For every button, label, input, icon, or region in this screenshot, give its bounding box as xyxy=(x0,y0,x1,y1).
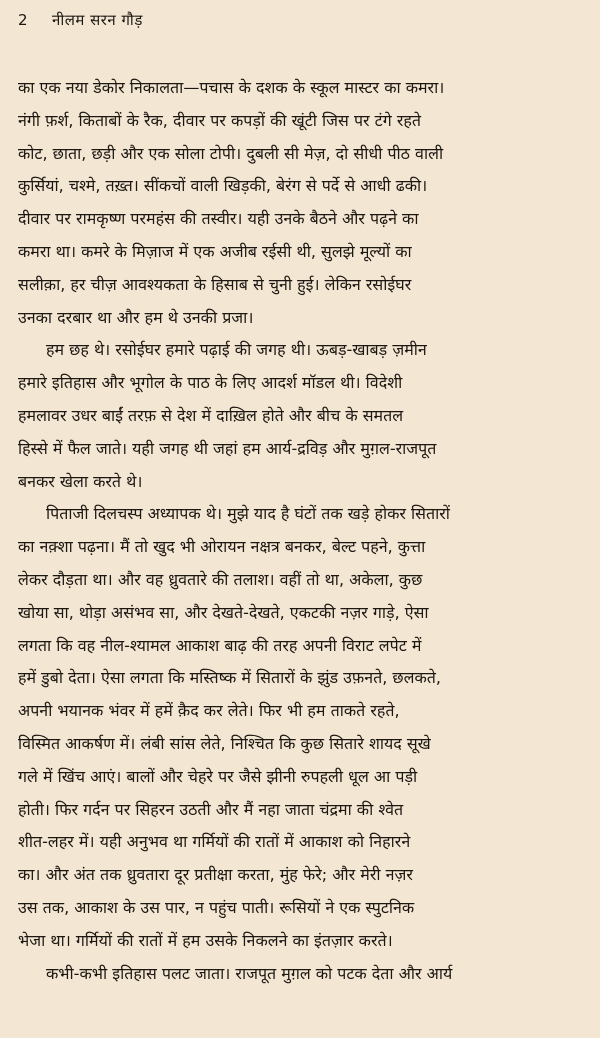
text-line: का। और अंत तक ध्रुवतारा दूर प्रतीक्षा करता, मुंह फेरे; और मेरी नज़र xyxy=(18,865,413,885)
text-line: लेकर दौड़ता था। और वह ध्रुवतारे की तलाश। वहीं तो था, अकेला, कुछ xyxy=(18,569,423,589)
text-line: का एक नया डेकोर निकालता—पचास के दशक के स्कूल मास्टर का कमरा। xyxy=(18,78,445,97)
text-line: अपनी भयानक भंवर में हमें क़ैद कर लेते। फिर भी हम ताकते रहते, xyxy=(18,701,400,721)
text-line: बनकर खेला करते थे। xyxy=(18,471,143,491)
text-line: विस्मित आकर्षण में। लंबी सांस लेते, निश्चित कि कुछ सितारे शायद सूखे xyxy=(18,733,431,753)
text-line: सलीक़ा, हर चीज़ आवश्यकता के हिसाब से चुनी हुई। लेकिन रसोईघर xyxy=(18,274,412,294)
text-line: शीत-लहर में। यही अनुभव था गर्मियों की रातों में आकाश को निहारने xyxy=(18,832,411,852)
text-line: नंगी फ़र्श, किताबों के रैक, दीवार पर कपड़ों की खूंटी जिस पर टंगे रहते xyxy=(18,110,421,130)
text-line: उनका दरबार था और हम थे उनकी प्रजा। xyxy=(18,307,254,327)
text-line: गले में खिंच आएं। बालों और चेहरे पर जैसे झीनी रुपहली धूल आ पड़ी xyxy=(18,766,418,786)
text-line: कोट, छाता, छड़ी और एक सोला टोपी। दुबली सी मेज़, दो सीधी पीठ वाली xyxy=(18,143,444,163)
text-line: कुर्सियां, चश्मे, तख़्त। सींकचों वाली खिड़की, बेरंग से पर्दे से आधी ढकी। xyxy=(18,176,428,196)
running-title: नीलम सरन गौड़ xyxy=(52,11,143,29)
text-line: पिताजी दिलचस्प अध्यापक थे। मुझे याद है घंटों तक खड़े होकर सितारों xyxy=(46,504,450,524)
text-line: भेजा था। गर्मियों की रातों में हम उसके निकलने का इंतज़ार करते। xyxy=(18,930,393,950)
text-line: हमलावर उधर बाईं तरफ़ से देश में दाख़िल होते और बीच के समतल xyxy=(18,405,404,425)
text-line: लगता कि वह नील-श्यामल आकाश बाढ़ की तरह अपनी विराट लपेट में xyxy=(18,635,422,655)
page-header xyxy=(18,10,588,54)
text-line: कभी-कभी इतिहास पलट जाता। राजपूत मुग़ल को पटक देता और आर्य xyxy=(46,963,453,983)
text-line: खोया सा, थोड़ा असंभव सा, और देखते-देखते, एकटकी नज़र गाड़े, ऐसा xyxy=(18,602,429,622)
text-line: हिस्से में फैल जाते। यही जगह थी जहां हम आर्य-द्रविड़ और मुग़ल-राजपूत xyxy=(18,438,437,458)
text-line: कमरा था। कमरे के मिज़ाज में एक अजीब रईसी थी, सुलझे मूल्यों का xyxy=(18,241,412,261)
text-line: होती। फिर गर्दन पर सिहरन उठती और मैं नहा जाता चंद्रमा की श्वेत xyxy=(18,799,404,819)
body-text xyxy=(18,72,588,990)
text-line: हम छह थे। रसोईघर हमारे पढ़ाई की जगह थी। ऊबड़-खाबड़ ज़मीन xyxy=(46,340,427,360)
text-line: हमें डुबो देता। ऐसा लगता कि मस्तिष्क में सितारों के झुंड उफ़नते, छलकते, xyxy=(18,668,441,688)
text-line: का नक़्शा पढ़ना। मैं तो खुद भी ओरायन नक्षत्र बनकर, बेल्ट पहने, कुत्ता xyxy=(18,537,426,557)
text-line: दीवार पर रामकृष्ण परमहंस की तस्वीर। यही उनके बैठने और पढ़ने का xyxy=(18,209,419,229)
text-line: उस तक, आकाश के उस पार, न पहुंच पाती। रूसियों ने एक स्पुटनिक xyxy=(18,897,415,917)
page-number: 2 xyxy=(18,11,28,29)
text-line: हमारे इतिहास और भूगोल के पाठ के लिए आदर्श मॉडल थी। विदेशी xyxy=(18,373,403,393)
